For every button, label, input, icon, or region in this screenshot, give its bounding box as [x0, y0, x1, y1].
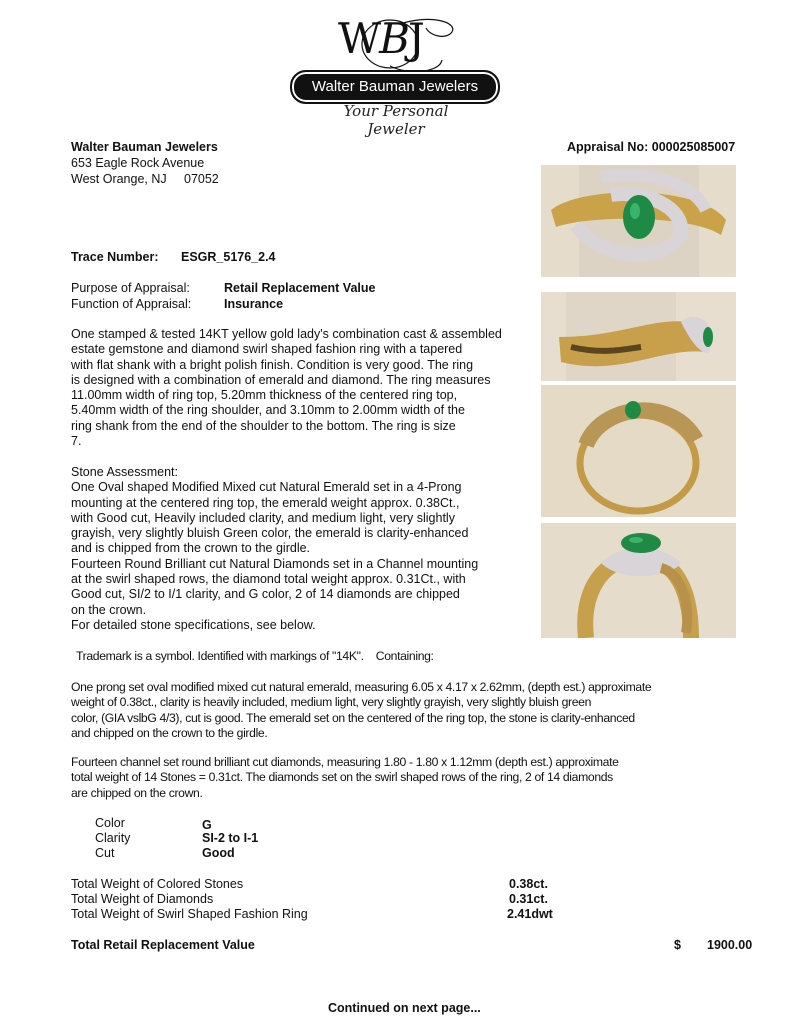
description-line: ring shank from the end of the shoulder to the bottom. The ring is size — [71, 418, 456, 433]
ring-angle-view-photo — [541, 523, 736, 638]
diamond-detail-line: total weight of 14 Stones = 0.31ct. The diamonds set on the swirl shaped rows of the ring, 2 of 14 diamonds — [71, 770, 613, 785]
grading-row — [95, 831, 259, 846]
total-value: 0.38ct. — [509, 877, 548, 891]
diamond-detail — [71, 755, 619, 801]
company-name: Walter Bauman Jewelers — [71, 140, 218, 154]
function-value: Insurance — [224, 297, 284, 311]
grading-row — [95, 816, 212, 832]
stone-assessment — [71, 465, 478, 633]
appraisal-number-value: 000025085007 — [651, 140, 736, 154]
purpose-value: Retail Replacement Value — [224, 281, 376, 295]
description-line: 5.40mm width of the ring shoulder, and 3.10mm to 2.00mm width of the — [71, 403, 465, 418]
total-label: Total Weight of Swirl Shaped Fashion Ring — [71, 907, 308, 921]
total-row — [71, 892, 561, 907]
emerald-detail — [71, 680, 651, 741]
address-line1: 653 Eagle Rock Avenue — [71, 156, 205, 170]
function-label: Function of Appraisal: — [71, 297, 192, 311]
stone-assessment-line: Fourteen Round Brilliant cut Natural Diamonds set in a Channel mounting — [71, 556, 479, 571]
appraisal-number — [567, 140, 735, 155]
retail-value-label: Total Retail Replacement Value — [71, 938, 255, 952]
grading-value: G — [202, 818, 212, 832]
diamond-detail-line: Fourteen channel set round brilliant cut diamonds, measuring 1.80 - 1.80 x 1.12mm (depth est.) approximate — [71, 755, 619, 769]
emerald-detail-line: and chipped on the crown to the girdle. — [71, 725, 268, 740]
retail-value-amount: 1900.00 — [707, 938, 753, 952]
emerald-detail-line: One prong set oval modified mixed cut natural emerald, measuring 6.05 x 4.17 x 2.62mm, (depth est.) approximate — [71, 680, 652, 694]
appraisal-number-label: Appraisal No: — [567, 140, 649, 154]
emerald-detail-line: weight of 0.38ct., clarity is heavily included, medium light, very slightly grayish, very slightly bluish green — [71, 695, 591, 710]
emerald-detail-line: color, (GIA vslbG 4/3), cut is good. The emerald set on the centered of the ring top, the stone is clarity-enhanced — [71, 710, 635, 725]
description-line: 11.00mm width of ring top, 5.20mm thickness of the centered ring top, — [71, 388, 458, 403]
stone-assessment-line: For detailed stone specifications, see below. — [71, 617, 316, 632]
address-line2: West Orange, NJ 07052 — [71, 172, 219, 186]
description-line: with flat shank with a bright polish finish. Condition is very good. The ring — [71, 357, 474, 372]
grading-row — [95, 846, 235, 861]
purpose-label: Purpose of Appraisal: — [71, 281, 190, 295]
trace-number-value: ESGR_5176_2.4 — [181, 250, 276, 264]
grading-value: Good — [202, 846, 235, 860]
stone-assessment-line: with Good cut, Heavily included clarity, and medium light, very slightly — [71, 510, 455, 525]
logo-monogram: WBJ — [338, 14, 423, 63]
retail-value-currency: $ — [674, 938, 681, 952]
stone-assessment-line: on the crown. — [71, 602, 147, 617]
grading-label: Clarity — [95, 831, 131, 845]
description-line: 7. — [71, 434, 82, 449]
weight-totals — [71, 877, 561, 922]
stone-assessment-line: One Oval shaped Modified Mixed cut Natural Emerald set in a 4-Prong — [71, 480, 462, 495]
total-value: 0.31ct. — [509, 892, 548, 906]
trademark-line: Trademark is a symbol. Identified with markings of "14K". Containing: — [76, 649, 434, 663]
description-line: estate gemstone and diamond swirl shaped fashion ring with a tapered — [71, 342, 463, 357]
continued-note: Continued on next page... — [328, 1001, 481, 1015]
ring-side-view-photo — [541, 292, 736, 381]
grading-label: Color — [95, 816, 125, 830]
stone-assessment-line: Good cut, SI/2 to I/1 clarity, and G color, 2 of 14 diamonds are chipped — [71, 587, 460, 602]
total-value: 2.41dwt — [507, 907, 553, 921]
ring-top-view-photo — [541, 165, 736, 277]
grading-value: SI-2 to I-1 — [202, 831, 259, 845]
grading-label: Cut — [95, 846, 115, 860]
total-label: Total Weight of Diamonds — [71, 892, 214, 906]
ring-front-view-photo — [541, 385, 736, 517]
stone-assessment-line: grayish, very slightly bluish Green color, the emerald is clarity-enhanced — [71, 526, 469, 541]
logo-name-banner — [290, 70, 500, 104]
stone-assessment-line: at the swirl shaped rows, the diamond total weight approx. 0.31Ct., with — [71, 572, 466, 587]
company-logo — [290, 14, 510, 138]
trace-number-label: Trace Number: — [71, 250, 159, 264]
total-label: Total Weight of Colored Stones — [71, 877, 244, 891]
total-row — [71, 907, 561, 922]
description-line: is designed with a combination of emerald and diamond. The ring measures — [71, 372, 491, 387]
total-row — [71, 877, 561, 892]
diamond-grading — [95, 816, 259, 861]
logo-name: Walter Bauman Jewelers — [311, 78, 479, 95]
stone-assessment-line: mounting at the centered ring top, the emerald weight approx. 0.38Ct., — [71, 495, 460, 510]
stone-assessment-heading: Stone Assessment: — [71, 465, 179, 479]
ring-description — [71, 327, 502, 449]
stone-assessment-line: and is chipped from the crown to the girdle. — [71, 541, 311, 556]
description-line: One stamped & tested 14KT yellow gold lady's combination cast & assembled — [71, 327, 502, 341]
trademark-note — [76, 649, 434, 664]
diamond-detail-line: are chipped on the crown. — [71, 785, 203, 800]
logo-tagline: Your Personal Jeweler — [343, 102, 449, 138]
